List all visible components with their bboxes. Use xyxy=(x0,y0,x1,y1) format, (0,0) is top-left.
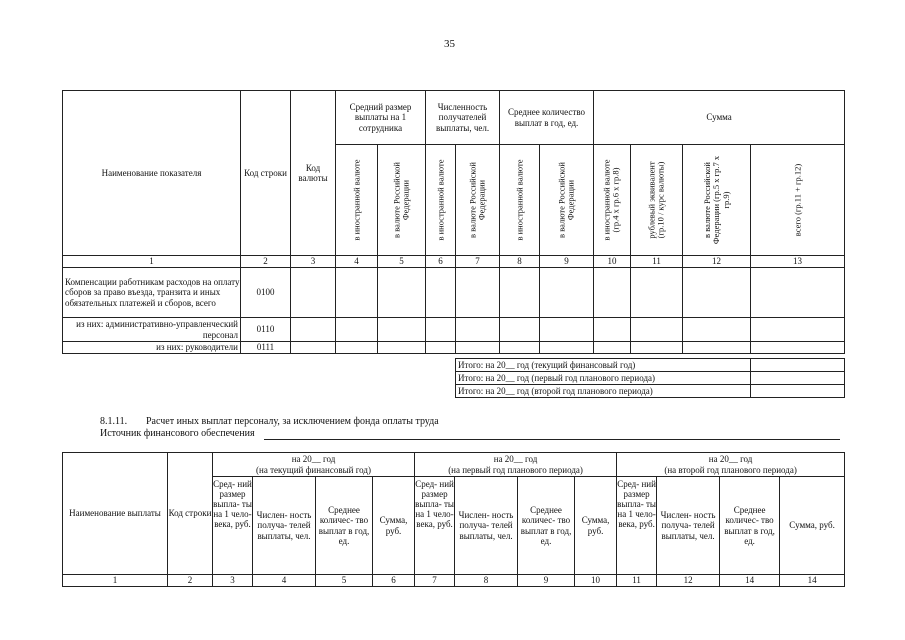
header-count: Числен- ность получа- телей выплаты, чел. xyxy=(253,477,316,575)
row-name: из них: административно-управленческий персонал xyxy=(63,318,241,342)
header-qty: Среднее количес- тво выплат в год, ед. xyxy=(316,477,373,575)
cell-empty[interactable] xyxy=(751,318,845,342)
header-period: на 20__ год (на первый год планового периода) xyxy=(415,453,617,477)
cell-empty[interactable] xyxy=(683,268,751,318)
colnum: 14 xyxy=(720,575,780,587)
colnum: 12 xyxy=(657,575,720,587)
header-rub: в валюте Российской Федерации xyxy=(456,145,500,256)
cell-empty[interactable] xyxy=(426,268,456,318)
colnum: 11 xyxy=(631,256,683,268)
colnum: 10 xyxy=(575,575,617,587)
header-sum: Сумма, руб. xyxy=(780,477,845,575)
header-avg-qty: Среднее количество выплат в год, ед. xyxy=(500,91,594,145)
colnum: 8 xyxy=(455,575,518,587)
header-period: на 20__ год (на второй год планового периода) xyxy=(617,453,845,477)
cell-empty[interactable] xyxy=(456,268,500,318)
source-input-line[interactable] xyxy=(264,439,840,440)
colnum: 11 xyxy=(617,575,657,587)
cell-empty[interactable] xyxy=(378,268,426,318)
header-sum-total: всего (гр.11 + гр.12) xyxy=(751,145,845,256)
cell-empty[interactable] xyxy=(631,268,683,318)
header-sum-rub-equiv: рублевый эквивалент (гр.10 / курс валюты) xyxy=(631,145,683,256)
colnum: 9 xyxy=(518,575,575,587)
header-sum-rub: в валюте Российской Федерации (гр.5 х гр.7 х гр.9) xyxy=(683,145,751,256)
total-row-label: Итого: на 20__ год (текущий финансовый год) xyxy=(456,359,751,372)
cell-empty[interactable] xyxy=(683,342,751,354)
colnum: 8 xyxy=(500,256,540,268)
colnum: 6 xyxy=(426,256,456,268)
colnum: 14 xyxy=(780,575,845,587)
colnum: 1 xyxy=(63,256,241,268)
cell-empty[interactable] xyxy=(426,318,456,342)
header-foreign-currency: в иностранной валюте xyxy=(426,145,456,256)
total-row-value[interactable] xyxy=(751,359,845,372)
colnum: 4 xyxy=(253,575,316,587)
table-payments-compensation xyxy=(62,90,845,354)
header-count: Числен- ность получа- телей выплаты, чел. xyxy=(657,477,720,575)
table-other-payments xyxy=(62,452,845,587)
cell-empty[interactable] xyxy=(631,342,683,354)
colnum: 7 xyxy=(415,575,455,587)
cell-empty[interactable] xyxy=(500,318,540,342)
source-label: Источник финансового обеспечения xyxy=(100,428,255,439)
table-row xyxy=(63,318,845,342)
colnum: 1 xyxy=(63,575,168,587)
row-name: из них: руководители xyxy=(63,342,241,354)
colnum: 10 xyxy=(594,256,631,268)
cell-empty[interactable] xyxy=(751,342,845,354)
header-name: Наименование показателя xyxy=(63,91,241,256)
cell-empty[interactable] xyxy=(594,342,631,354)
row-code: 0110 xyxy=(241,318,291,342)
colnum: 6 xyxy=(373,575,415,587)
row-code: 0100 xyxy=(241,268,291,318)
cell-empty[interactable] xyxy=(594,318,631,342)
cell-empty[interactable] xyxy=(336,268,378,318)
cell-empty[interactable] xyxy=(456,318,500,342)
header-rub: в валюте Российской Федерации xyxy=(378,145,426,256)
header-avg-payment: Средний размер выплаты на 1 сотрудника xyxy=(336,91,426,145)
section-number: 8.1.11. xyxy=(100,416,128,427)
colnum: 3 xyxy=(213,575,253,587)
colnum: 13 xyxy=(751,256,845,268)
header-foreign-currency: в иностранной валюте xyxy=(500,145,540,256)
table-totals xyxy=(455,358,845,398)
colnum: 4 xyxy=(336,256,378,268)
cell-empty[interactable] xyxy=(336,342,378,354)
header-count: Числен- ность получа- телей выплаты, чел. xyxy=(455,477,518,575)
cell-empty[interactable] xyxy=(631,318,683,342)
header-qty: Среднее количес- тво выплат в год, ед. xyxy=(518,477,575,575)
cell-empty[interactable] xyxy=(540,268,594,318)
cell-empty[interactable] xyxy=(751,268,845,318)
cell-empty[interactable] xyxy=(683,318,751,342)
cell-empty[interactable] xyxy=(426,342,456,354)
table-row xyxy=(63,342,845,354)
cell-empty[interactable] xyxy=(291,268,336,318)
colnum: 2 xyxy=(241,256,291,268)
cell-empty[interactable] xyxy=(456,342,500,354)
total-row-value[interactable] xyxy=(751,372,845,385)
cell-empty[interactable] xyxy=(378,318,426,342)
header-foreign-currency: в иностранной валюте xyxy=(336,145,378,256)
cell-empty[interactable] xyxy=(291,318,336,342)
colnum: 5 xyxy=(316,575,373,587)
header-avg: Сред- ний размер выпла- ты на 1 чело- века, руб. xyxy=(415,477,455,575)
header-sum: Сумма xyxy=(594,91,845,145)
cell-empty[interactable] xyxy=(540,318,594,342)
section-title: Расчет иных выплат персоналу, за исключением фонда оплаты труда xyxy=(146,416,439,427)
header-sum: Сумма, руб. xyxy=(373,477,415,575)
cell-empty[interactable] xyxy=(500,268,540,318)
header-avg: Сред- ний размер выпла- ты на 1 чело- века, руб. xyxy=(617,477,657,575)
page-number: 35 xyxy=(444,38,455,50)
total-row-value[interactable] xyxy=(751,385,845,398)
cell-empty[interactable] xyxy=(378,342,426,354)
colnum: 7 xyxy=(456,256,500,268)
header-sum-foreign: в иностранной валюте (гр.4 х гр.6 х гр.8) xyxy=(594,145,631,256)
header-qty: Среднее количес- тво выплат в год, ед. xyxy=(720,477,780,575)
header-payment-name: Наименование выплаты xyxy=(63,453,168,575)
cell-empty[interactable] xyxy=(291,342,336,354)
row-code: 0111 xyxy=(241,342,291,354)
header-recipients: Численность получателей выплаты, чел. xyxy=(426,91,500,145)
header-period: на 20__ год (на текущий финансовый год) xyxy=(213,453,415,477)
total-row-label: Итого: на 20__ год (второй год планового периода) xyxy=(456,385,751,398)
colnum: 12 xyxy=(683,256,751,268)
header-rub: в валюте Российской Федерации xyxy=(540,145,594,256)
cell-empty[interactable] xyxy=(500,342,540,354)
cell-empty[interactable] xyxy=(540,342,594,354)
row-name: Компенсации работникам расходов на оплату сборов за право въезда, транзита и иных обязательных платежей и сборов, всего xyxy=(63,268,241,318)
header-code-row: Код строки xyxy=(168,453,213,575)
colnum: 5 xyxy=(378,256,426,268)
header-code-row: Код строки xyxy=(241,91,291,256)
colnum: 9 xyxy=(540,256,594,268)
table-row xyxy=(63,268,845,318)
header-sum: Сумма, руб. xyxy=(575,477,617,575)
header-code-currency: Код валюты xyxy=(291,91,336,256)
total-row-label: Итого: на 20__ год (первый год планового периода) xyxy=(456,372,751,385)
cell-empty[interactable] xyxy=(594,268,631,318)
colnum: 3 xyxy=(291,256,336,268)
cell-empty[interactable] xyxy=(336,318,378,342)
header-avg: Сред- ний размер выпла- ты на 1 чело- века, руб. xyxy=(213,477,253,575)
colnum: 2 xyxy=(168,575,213,587)
